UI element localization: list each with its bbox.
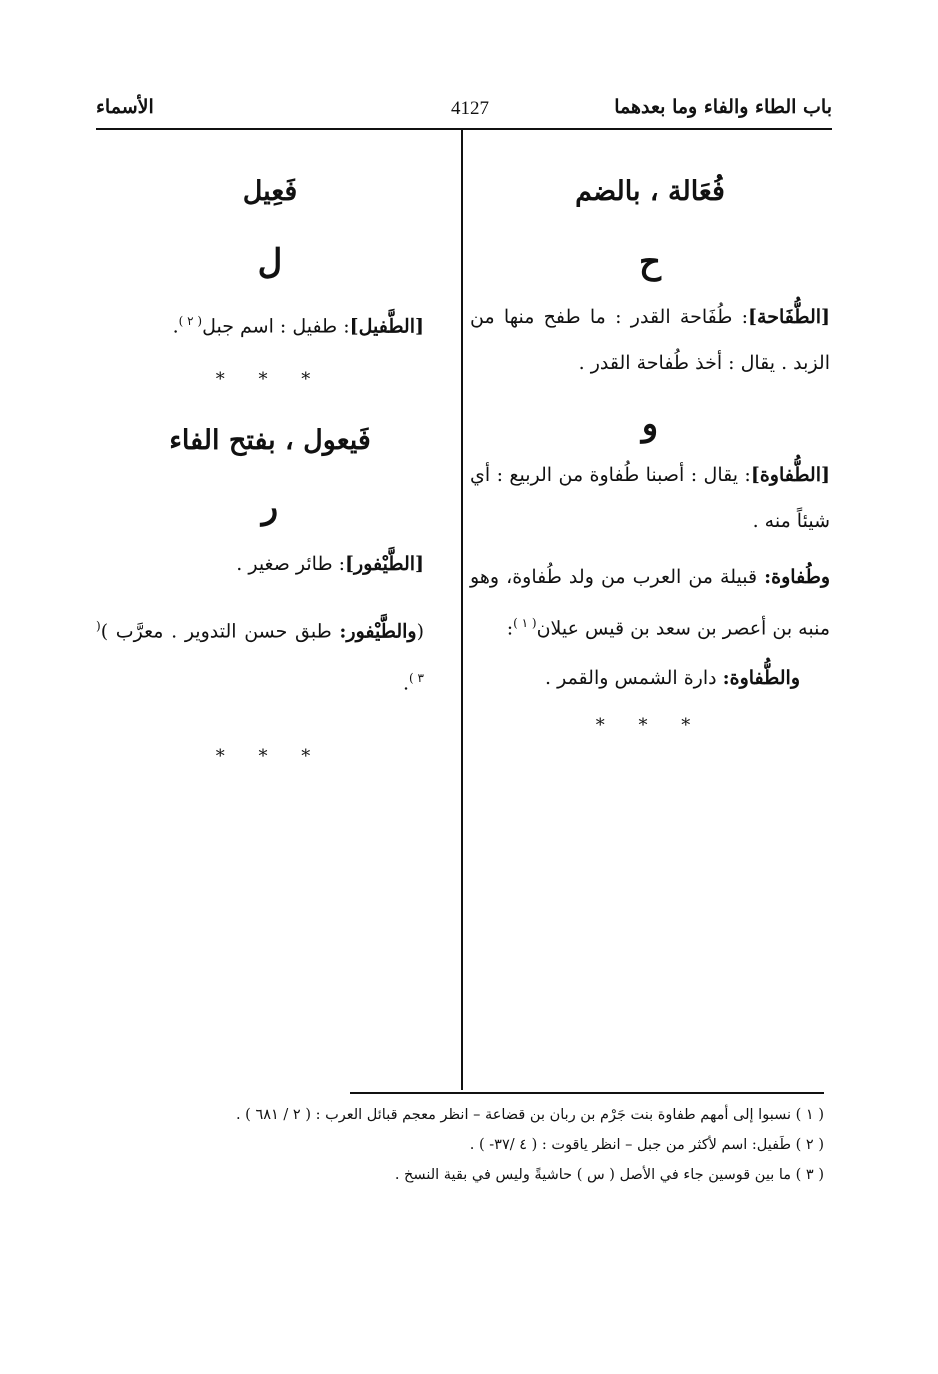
headword: [الطَّيْفور] (345, 553, 424, 576)
running-head-section: الأسماء (96, 96, 154, 118)
definition: دارة الشمس والقمر . (545, 667, 717, 690)
headword: [الطُّفَاحة] (748, 306, 830, 328)
footnote-3: ( ٣ ) ما بين قوسين جاء في الأصل ( س ) حاشيةً وليس في بقية النسخ . (394, 1167, 824, 1183)
letter-heading-ha: ح (639, 242, 661, 282)
letter-heading-waw: و (641, 404, 659, 444)
right-column (470, 150, 830, 741)
footnote-2: ( ٢ ) طَفيل: اسم لأكثر من جبل – انظر ياقوت : ( ٤ /٣٧- ) . (469, 1137, 824, 1153)
left-column (96, 150, 444, 772)
footnotes (150, 1100, 824, 1190)
headword: وطُفاوة: (764, 566, 830, 588)
letter-heading-lam: ل (257, 242, 283, 282)
footnote-ref: ( ١ ) (513, 616, 537, 630)
punctuation: : (506, 617, 514, 640)
definition: قبيلة من العرب من ولد طُفاوة، وهو منبه بن أعصر بن سعد بن قيس عيلان (470, 566, 830, 640)
entry-tufawa (470, 452, 830, 544)
footnote-rule (350, 1092, 824, 1094)
definition: : طائر صغير . (236, 553, 346, 576)
punctuation: . (403, 671, 410, 694)
bracket: ( (416, 620, 424, 643)
header-rule (96, 128, 832, 130)
punctuation: . (172, 315, 179, 338)
section-separator: * * * (215, 745, 325, 767)
definition: : طُفَاحة القدر : ما طفح منها من الزبد . يقال : أخذ طُفاحة القدر . (470, 306, 830, 374)
footnote-ref: ( ٣ ) (96, 619, 424, 685)
footnote-1: ( ١ ) نسبوا إلى أمهم طفاوة بنت جَرْم بن ربان بن قضاعة – انظر معجم قبائل العرب : ( ٢ / ٦٨١ ) . (235, 1107, 824, 1123)
pattern-heading-fuala: فُعَالة ، بالضم (575, 176, 725, 207)
headword: [الطُّفاوة] (750, 464, 830, 486)
headword: والطَّيْفور: (339, 620, 417, 643)
entry-tayfur-plate (96, 603, 444, 706)
pattern-heading-fayul: فَيعول ، بفتح الفاء (169, 425, 371, 457)
entry-tufawa-tribe (470, 554, 830, 651)
headword: والطُّفاوة: (722, 667, 800, 690)
section-separator: * * * (595, 715, 705, 737)
pattern-heading-fail: فَعِيل (242, 176, 298, 207)
entry-tayfur (96, 541, 444, 587)
running-head-chapter: باب الطاء والفاء وما بعدهما (614, 96, 832, 118)
headword: [الطَّفيل] (349, 315, 424, 338)
entry-tufail (96, 298, 444, 349)
page-number: 4127 (451, 98, 489, 119)
definition: طبق حسن التدوير . معرَّب ) (100, 620, 332, 643)
entry-tufaha (470, 294, 830, 386)
section-separator: * * * (215, 369, 325, 391)
entry-tufawa-halo (470, 655, 830, 701)
footnote-ref: ( ٢ ) (178, 314, 203, 328)
definition: : طفيل : اسم جبل (202, 315, 350, 338)
definition: : يقال : أصبنا طُفاوة من الربيع : أي شيئاً منه . (470, 464, 830, 532)
column-divider (461, 130, 463, 1090)
letter-heading-ra: ر (261, 487, 279, 528)
